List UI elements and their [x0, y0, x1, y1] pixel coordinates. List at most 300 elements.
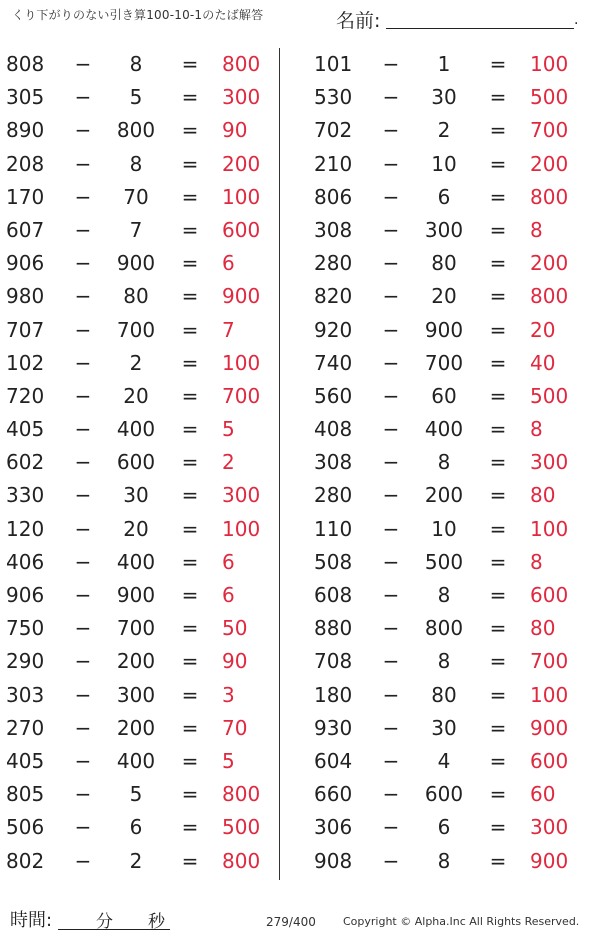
- problem-row: [314, 347, 584, 380]
- minuend: 908: [314, 848, 353, 873]
- answer: 7: [222, 317, 235, 342]
- name-end-dot: .: [574, 12, 579, 28]
- problem-row: [314, 214, 584, 247]
- equals-sign: =: [489, 748, 507, 773]
- problem-row: [314, 679, 584, 712]
- problem-row: [6, 347, 276, 380]
- minus-sign: −: [382, 583, 400, 607]
- minuend: 805: [6, 782, 45, 807]
- answer: 8: [530, 549, 543, 574]
- minus-sign: −: [74, 350, 92, 375]
- answer: 100: [222, 184, 261, 209]
- answer: 600: [530, 748, 569, 773]
- answer: 60: [530, 782, 556, 807]
- equals-sign: =: [181, 616, 199, 641]
- minuend: 707: [6, 317, 45, 342]
- equals-sign: =: [181, 483, 199, 508]
- minuend: 808: [6, 52, 45, 76]
- minus-sign: −: [382, 85, 400, 110]
- equals-sign: =: [489, 649, 507, 674]
- minutes-label: 分: [96, 912, 113, 932]
- answer: 6: [222, 549, 235, 574]
- answer: 800: [222, 848, 261, 873]
- subtrahend: 1: [437, 52, 451, 76]
- subtrahend: 8: [437, 649, 451, 674]
- problem-row: [6, 413, 276, 446]
- problem-row: [314, 712, 584, 745]
- answer: 600: [222, 217, 261, 242]
- subtrahend: 300: [116, 682, 156, 707]
- minuend: 608: [314, 583, 353, 607]
- minus-sign: −: [382, 483, 400, 508]
- subtrahend: 500: [424, 549, 464, 574]
- minus-sign: −: [74, 616, 92, 641]
- equals-sign: =: [489, 815, 507, 840]
- minus-sign: −: [382, 715, 400, 740]
- subtrahend: 900: [116, 251, 156, 276]
- answer: 300: [530, 815, 569, 840]
- equals-sign: =: [181, 450, 199, 475]
- answer: 500: [530, 85, 569, 110]
- subtrahend: 200: [116, 715, 156, 740]
- subtrahend: 300: [424, 217, 464, 242]
- subtrahend: 800: [116, 118, 156, 143]
- minus-sign: −: [382, 682, 400, 707]
- minuend: 508: [314, 549, 353, 574]
- minus-sign: −: [382, 748, 400, 773]
- minus-sign: −: [382, 549, 400, 574]
- subtrahend: 8: [129, 151, 143, 176]
- equals-sign: =: [489, 151, 507, 176]
- answer: 6: [222, 583, 235, 607]
- answer: 300: [222, 483, 261, 508]
- answer: 300: [530, 450, 569, 475]
- problem-row: [6, 778, 276, 811]
- equals-sign: =: [489, 217, 507, 242]
- minus-sign: −: [74, 649, 92, 674]
- answer: 5: [222, 417, 235, 442]
- minus-sign: −: [74, 450, 92, 475]
- answer: 100: [530, 516, 569, 541]
- answer: 900: [530, 715, 569, 740]
- problem-row: [314, 513, 584, 546]
- problem-row: [6, 712, 276, 745]
- minus-sign: −: [382, 217, 400, 242]
- answer: 900: [222, 284, 261, 309]
- equals-sign: =: [489, 383, 507, 408]
- minus-sign: −: [382, 782, 400, 807]
- equals-sign: =: [489, 549, 507, 574]
- minuend: 906: [6, 251, 45, 276]
- page-number: 279/400: [266, 915, 316, 929]
- name-field[interactable]: [336, 4, 582, 30]
- minus-sign: −: [382, 815, 400, 840]
- subtrahend: 400: [424, 417, 464, 442]
- answer: 800: [222, 782, 261, 807]
- subtrahend: 7: [129, 217, 143, 242]
- problem-row: [6, 181, 276, 214]
- name-underline[interactable]: [386, 28, 574, 29]
- subtrahend: 800: [424, 616, 464, 641]
- minuend: 530: [314, 85, 353, 110]
- answer: 900: [530, 848, 569, 873]
- equals-sign: =: [489, 251, 507, 276]
- subtrahend: 6: [437, 184, 451, 209]
- minus-sign: −: [74, 217, 92, 242]
- minuend: 740: [314, 350, 353, 375]
- minuend: 802: [6, 848, 45, 873]
- minus-sign: −: [382, 516, 400, 541]
- problem-row: [314, 48, 584, 81]
- minuend: 406: [6, 549, 45, 574]
- answer: 500: [530, 383, 569, 408]
- problem-row: [6, 612, 276, 645]
- answer: 70: [222, 715, 248, 740]
- problem-row: [6, 214, 276, 247]
- minus-sign: −: [382, 184, 400, 209]
- minuend: 708: [314, 649, 353, 674]
- subtrahend: 5: [129, 782, 143, 807]
- subtrahend: 70: [123, 184, 149, 209]
- minus-sign: −: [382, 417, 400, 442]
- subtrahend: 10: [431, 516, 457, 541]
- equals-sign: =: [489, 715, 507, 740]
- answer: 80: [530, 616, 556, 641]
- equals-sign: =: [489, 52, 507, 76]
- problem-row: [6, 114, 276, 147]
- equals-sign: =: [489, 184, 507, 209]
- subtrahend: 700: [116, 317, 156, 342]
- equals-sign: =: [181, 748, 199, 773]
- subtrahend: 80: [431, 251, 457, 276]
- minus-sign: −: [382, 317, 400, 342]
- equals-sign: =: [181, 118, 199, 143]
- minus-sign: −: [74, 417, 92, 442]
- subtrahend: 4: [437, 748, 451, 773]
- answer: 90: [222, 118, 248, 143]
- problem-row: [314, 446, 584, 479]
- minus-sign: −: [74, 848, 92, 873]
- minus-sign: −: [74, 815, 92, 840]
- answer: 800: [222, 52, 261, 76]
- time-label: 時間:: [10, 910, 53, 931]
- answer: 700: [530, 118, 569, 143]
- equals-sign: =: [181, 516, 199, 541]
- answer: 100: [222, 350, 261, 375]
- subtrahend: 5: [129, 85, 143, 110]
- equals-sign: =: [181, 217, 199, 242]
- answer: 100: [530, 52, 569, 76]
- problem-row: [314, 314, 584, 347]
- equals-sign: =: [181, 815, 199, 840]
- minus-sign: −: [74, 284, 92, 309]
- problem-row: [314, 413, 584, 446]
- problem-row: [314, 380, 584, 413]
- minuend: 308: [314, 450, 353, 475]
- answer: 800: [530, 284, 569, 309]
- answer: 600: [530, 583, 569, 607]
- equals-sign: =: [181, 184, 199, 209]
- minuend: 880: [314, 616, 353, 641]
- minuend: 750: [6, 616, 45, 641]
- answer: 2: [222, 450, 235, 475]
- answer: 800: [530, 184, 569, 209]
- minuend: 308: [314, 217, 353, 242]
- subtrahend: 20: [123, 516, 149, 541]
- problem-row: [314, 778, 584, 811]
- minuend: 120: [6, 516, 45, 541]
- problem-row: [314, 81, 584, 114]
- equals-sign: =: [181, 151, 199, 176]
- equals-sign: =: [181, 715, 199, 740]
- subtrahend: 30: [431, 85, 457, 110]
- minuend: 170: [6, 184, 45, 209]
- subtrahend: 200: [424, 483, 464, 508]
- minuend: 330: [6, 483, 45, 508]
- minuend: 405: [6, 417, 45, 442]
- equals-sign: =: [181, 417, 199, 442]
- minus-sign: −: [74, 483, 92, 508]
- equals-sign: =: [181, 251, 199, 276]
- subtrahend: 400: [116, 417, 156, 442]
- minuend: 980: [6, 284, 45, 309]
- minuend: 280: [314, 251, 353, 276]
- equals-sign: =: [181, 549, 199, 574]
- answer: 8: [530, 417, 543, 442]
- problem-row: [6, 247, 276, 280]
- minus-sign: −: [74, 682, 92, 707]
- answer: 50: [222, 616, 248, 641]
- answer: 100: [222, 516, 261, 541]
- minus-sign: −: [74, 85, 92, 110]
- subtrahend: 400: [116, 748, 156, 773]
- minus-sign: −: [382, 350, 400, 375]
- answer: 200: [222, 151, 261, 176]
- seconds-label: 秒: [148, 912, 165, 932]
- answer: 3: [222, 682, 235, 707]
- subtrahend: 6: [129, 815, 143, 840]
- minus-sign: −: [74, 52, 92, 76]
- equals-sign: =: [181, 317, 199, 342]
- answer: 8: [530, 217, 543, 242]
- minuend: 408: [314, 417, 353, 442]
- equals-sign: =: [181, 682, 199, 707]
- problem-row: [314, 546, 584, 579]
- minuend: 303: [6, 682, 45, 707]
- problem-row: [6, 148, 276, 181]
- minus-sign: −: [382, 251, 400, 276]
- problem-row: [314, 247, 584, 280]
- equals-sign: =: [489, 583, 507, 607]
- subtrahend: 900: [116, 583, 156, 607]
- equals-sign: =: [489, 682, 507, 707]
- equals-sign: =: [181, 52, 199, 76]
- answer: 300: [222, 85, 261, 110]
- subtrahend: 80: [123, 284, 149, 309]
- subtrahend: 8: [437, 848, 451, 873]
- minus-sign: −: [74, 317, 92, 342]
- equals-sign: =: [181, 782, 199, 807]
- problem-row: [314, 148, 584, 181]
- equals-sign: =: [181, 383, 199, 408]
- subtrahend: 10: [431, 151, 457, 176]
- answer: 90: [222, 649, 248, 674]
- subtrahend: 30: [431, 715, 457, 740]
- minuend: 930: [314, 715, 353, 740]
- minus-sign: −: [74, 748, 92, 773]
- minuend: 920: [314, 317, 353, 342]
- minuend: 890: [6, 118, 45, 143]
- equals-sign: =: [489, 848, 507, 873]
- problem-row: [314, 479, 584, 512]
- right-problem-column: [314, 48, 584, 878]
- name-label: 名前:: [336, 10, 381, 32]
- minus-sign: −: [382, 649, 400, 674]
- problem-row: [6, 546, 276, 579]
- minuend: 180: [314, 682, 353, 707]
- equals-sign: =: [181, 85, 199, 110]
- minus-sign: −: [74, 118, 92, 143]
- problem-row: [314, 579, 584, 612]
- minus-sign: −: [74, 583, 92, 607]
- subtrahend: 900: [424, 317, 464, 342]
- answer: 80: [530, 483, 556, 508]
- worksheet-title: くり下がりのない引き算100-10-1のたば解答: [12, 8, 264, 22]
- answer: 200: [530, 251, 569, 276]
- minuend: 280: [314, 483, 353, 508]
- answer: 700: [222, 383, 261, 408]
- equals-sign: =: [489, 516, 507, 541]
- problem-row: [6, 446, 276, 479]
- problem-row: [6, 380, 276, 413]
- copyright-notice: Copyright © Alpha.Inc All Rights Reserved.: [343, 915, 580, 928]
- minuend: 607: [6, 217, 45, 242]
- minus-sign: −: [382, 616, 400, 641]
- minuend: 906: [6, 583, 45, 607]
- subtrahend: 200: [116, 649, 156, 674]
- problem-row: [6, 314, 276, 347]
- equals-sign: =: [489, 284, 507, 309]
- minus-sign: −: [382, 450, 400, 475]
- problem-row: [6, 745, 276, 778]
- minus-sign: −: [74, 383, 92, 408]
- equals-sign: =: [181, 848, 199, 873]
- minuend: 660: [314, 782, 353, 807]
- answer: 40: [530, 350, 556, 375]
- answer: 5: [222, 748, 235, 773]
- answer: 700: [530, 649, 569, 674]
- minus-sign: −: [382, 52, 400, 76]
- subtrahend: 80: [431, 682, 457, 707]
- minuend: 110: [314, 516, 353, 541]
- equals-sign: =: [489, 85, 507, 110]
- minuend: 210: [314, 151, 353, 176]
- minuend: 101: [314, 52, 353, 76]
- problem-row: [6, 479, 276, 512]
- answer: 20: [530, 317, 556, 342]
- problem-row: [6, 280, 276, 313]
- problem-row: [6, 579, 276, 612]
- equals-sign: =: [489, 450, 507, 475]
- minuend: 820: [314, 284, 353, 309]
- minuend: 290: [6, 649, 45, 674]
- minuend: 270: [6, 715, 45, 740]
- problem-row: [6, 679, 276, 712]
- minuend: 506: [6, 815, 45, 840]
- subtrahend: 20: [431, 284, 457, 309]
- minus-sign: −: [74, 782, 92, 807]
- minuend: 102: [6, 350, 45, 375]
- left-problem-column: [6, 48, 276, 878]
- minus-sign: −: [382, 383, 400, 408]
- problem-row: [6, 513, 276, 546]
- minus-sign: −: [382, 118, 400, 143]
- subtrahend: 8: [437, 450, 451, 475]
- subtrahend: 20: [123, 383, 149, 408]
- column-divider: [279, 48, 280, 880]
- problem-row: [6, 811, 276, 844]
- subtrahend: 2: [129, 350, 143, 375]
- problem-row: [314, 280, 584, 313]
- minuend: 306: [314, 815, 353, 840]
- problem-row: [6, 845, 276, 878]
- equals-sign: =: [489, 782, 507, 807]
- problem-row: [314, 612, 584, 645]
- problem-row: [314, 645, 584, 678]
- minuend: 305: [6, 85, 45, 110]
- problem-row: [314, 845, 584, 878]
- equals-sign: =: [181, 649, 199, 674]
- equals-sign: =: [489, 350, 507, 375]
- problem-row: [314, 745, 584, 778]
- problem-row: [6, 48, 276, 81]
- subtrahend: 600: [116, 450, 156, 475]
- minuend: 602: [6, 450, 45, 475]
- problem-row: [6, 645, 276, 678]
- minuend: 208: [6, 151, 45, 176]
- subtrahend: 700: [424, 350, 464, 375]
- equals-sign: =: [489, 616, 507, 641]
- subtrahend: 600: [424, 782, 464, 807]
- subtrahend: 30: [123, 483, 149, 508]
- subtrahend: 60: [431, 383, 457, 408]
- minuend: 702: [314, 118, 353, 143]
- answer: 200: [530, 151, 569, 176]
- minus-sign: −: [74, 251, 92, 276]
- equals-sign: =: [489, 483, 507, 508]
- subtrahend: 8: [437, 583, 451, 607]
- minuend: 806: [314, 184, 353, 209]
- minus-sign: −: [382, 151, 400, 176]
- problem-row: [6, 81, 276, 114]
- minus-sign: −: [74, 151, 92, 176]
- equals-sign: =: [181, 350, 199, 375]
- subtrahend: 2: [129, 848, 143, 873]
- answer: 500: [222, 815, 261, 840]
- subtrahend: 6: [437, 815, 451, 840]
- equals-sign: =: [181, 583, 199, 607]
- subtrahend: 400: [116, 549, 156, 574]
- minus-sign: −: [74, 549, 92, 574]
- subtrahend: 700: [116, 616, 156, 641]
- minus-sign: −: [74, 516, 92, 541]
- minuend: 405: [6, 748, 45, 773]
- problem-row: [314, 114, 584, 147]
- minus-sign: −: [74, 715, 92, 740]
- minus-sign: −: [382, 848, 400, 873]
- equals-sign: =: [489, 118, 507, 143]
- equals-sign: =: [489, 317, 507, 342]
